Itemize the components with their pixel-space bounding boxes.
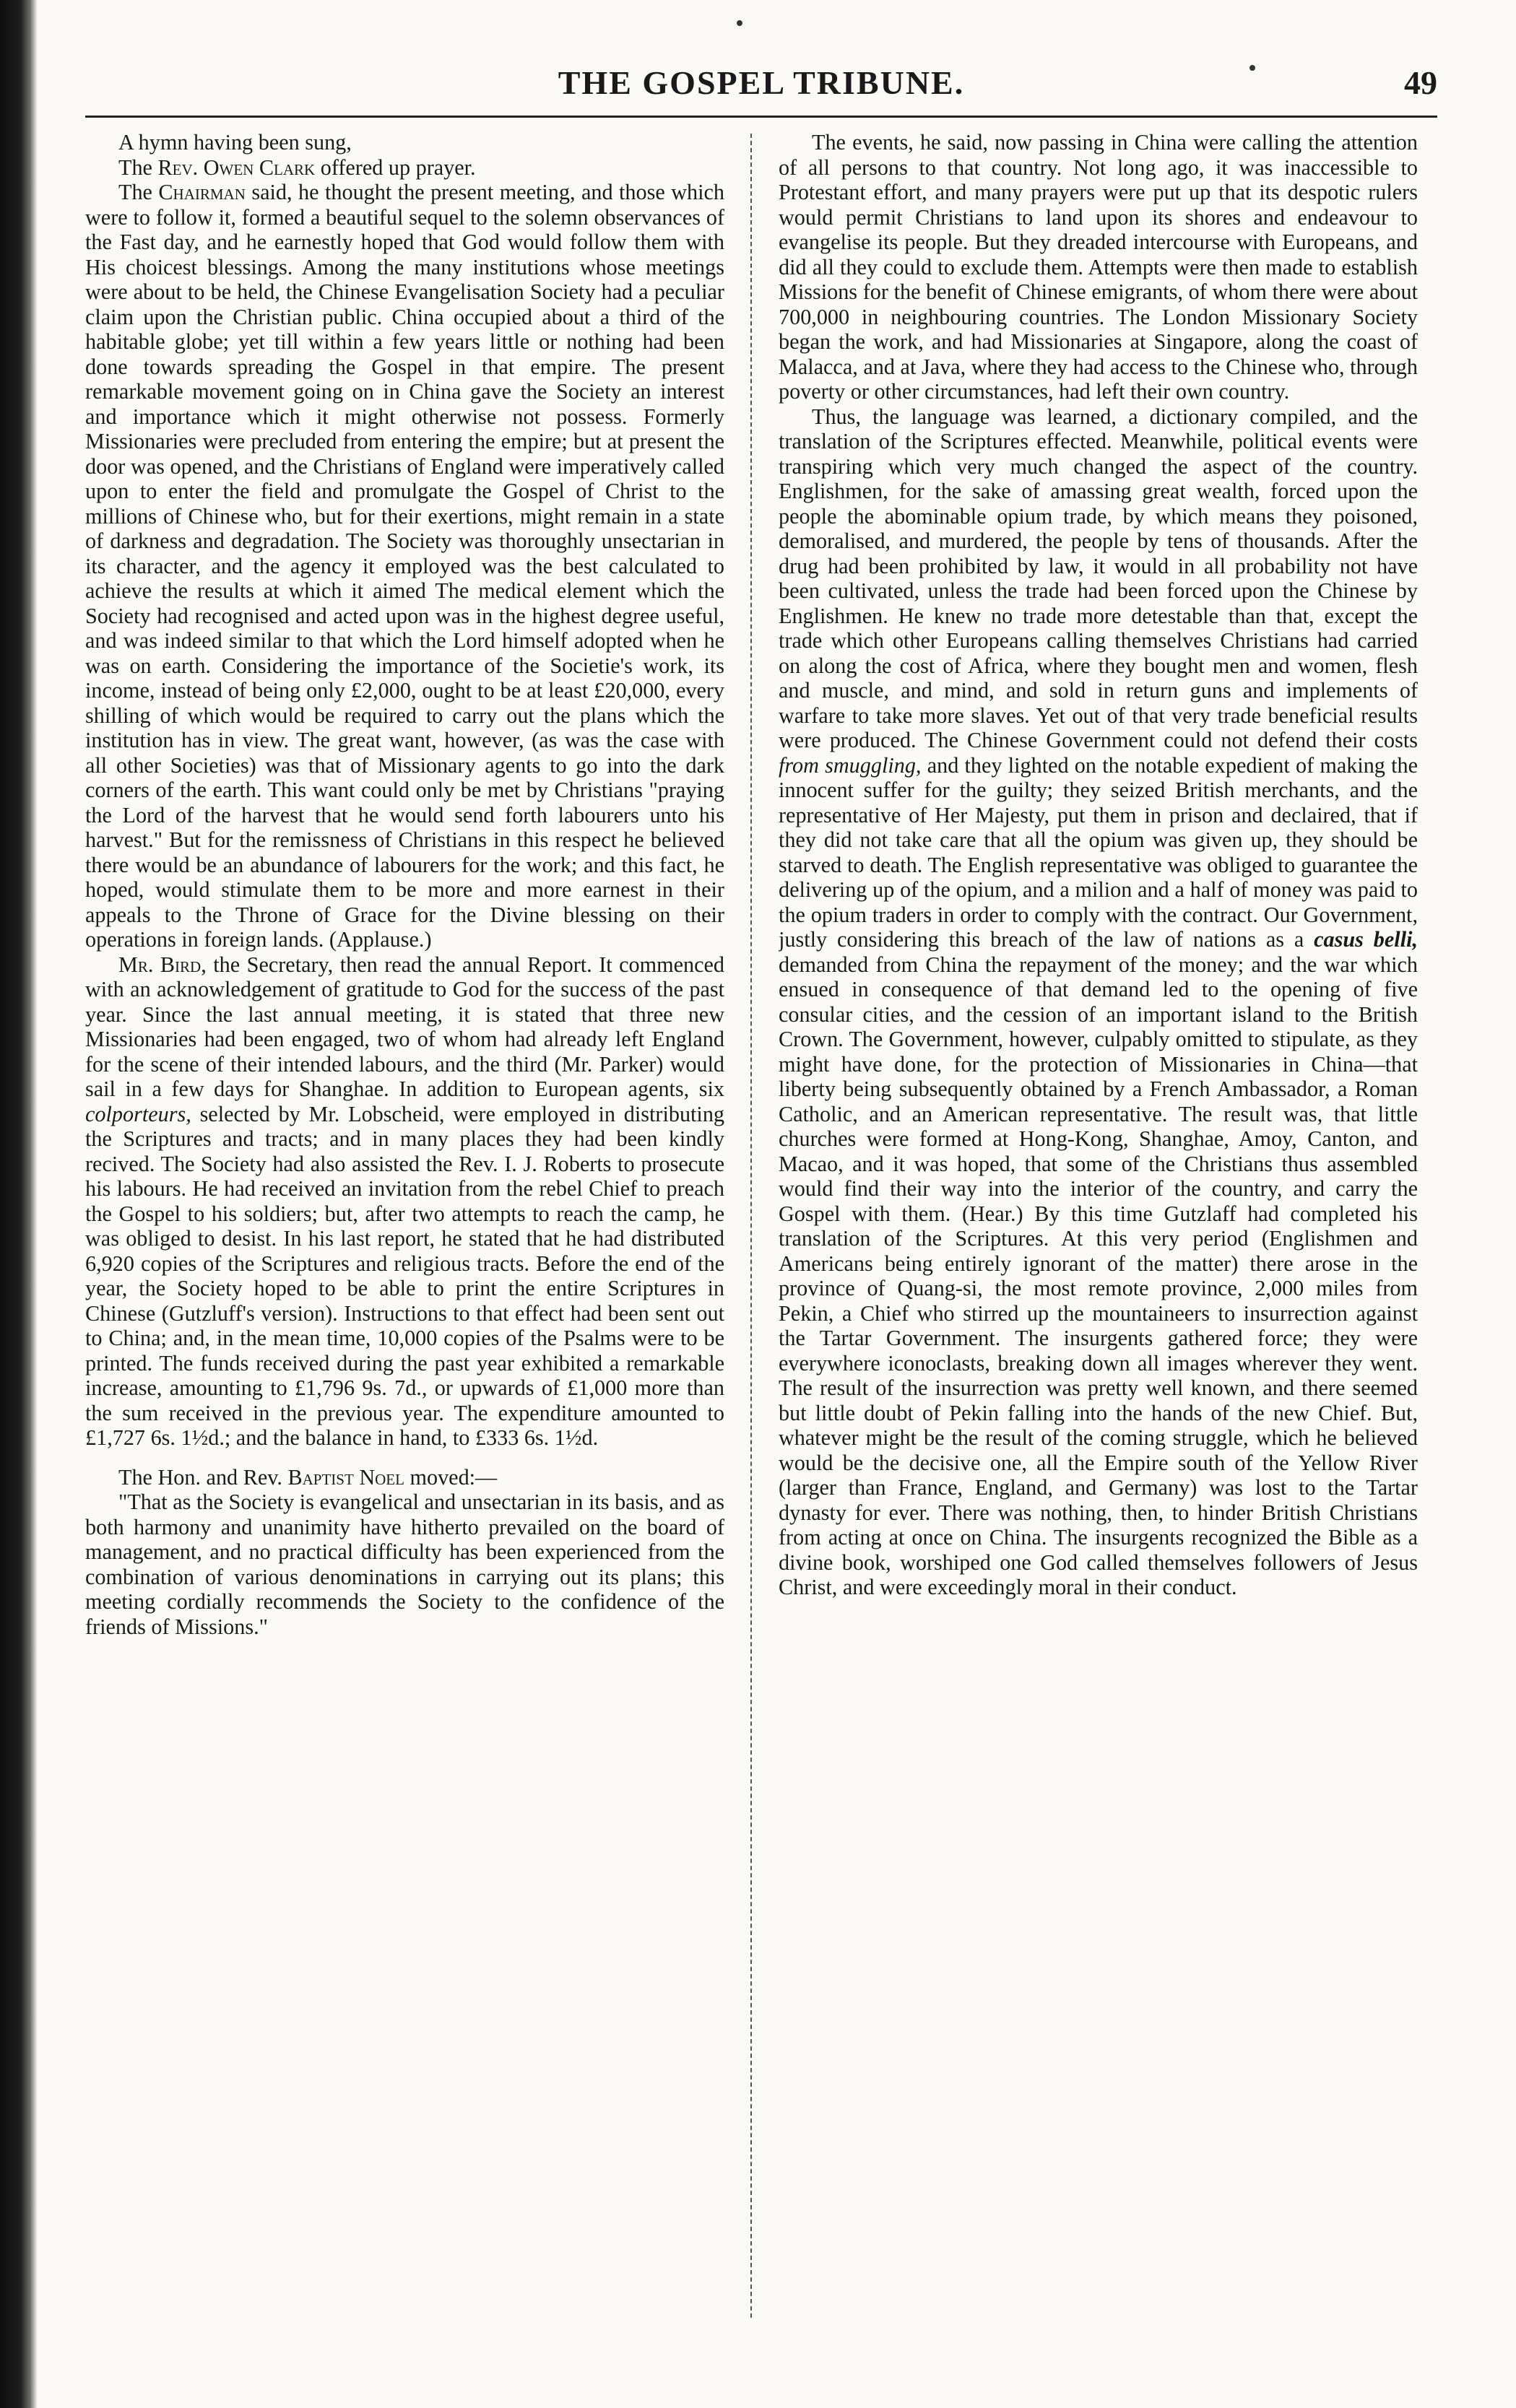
paragraph-text: The Hon. and Rev. bbox=[118, 1464, 282, 1490]
print-speck bbox=[737, 20, 742, 26]
paragraph-text: The bbox=[118, 155, 152, 180]
paragraph-text: The bbox=[118, 180, 152, 204]
right-column bbox=[779, 130, 1418, 2318]
resolution-paragraph bbox=[85, 1490, 724, 1639]
header-rule bbox=[85, 116, 1437, 118]
paragraph-text: The events, he said, now passing in China were calling the attention of all persons to that country. Not long ago, it was inaccessible to Protestant effort, and many prayers were put up that its despotic rulers would permit Christians to land upon its shores and endeavour to evangelise its people. But they dreaded intercourse with Europeans, and did all they could to exclude them. Attempts were then made to establish Missions for the benefit of Chinese emigrants, of whom there were about 700,000 in neighbouring countries. The London Missionary Society began the work, and had Missionaries at Singapore, along the coast of Malacca, and at Java, where they had access to the Chinese who, through poverty or other circumstances, had left their own country. bbox=[779, 130, 1418, 404]
paragraph-text: offered up prayer. bbox=[320, 155, 476, 180]
italic-term: casus belli, bbox=[1314, 927, 1418, 952]
print-speck bbox=[1249, 65, 1255, 71]
paragraph-text: A hymn having been sung, bbox=[118, 130, 352, 155]
speaker-name: Baptist Noel bbox=[287, 1464, 404, 1490]
page-header bbox=[85, 64, 1437, 114]
paragraph bbox=[85, 130, 724, 155]
speaker-name: Rev. Owen Clark bbox=[157, 155, 316, 180]
paragraph bbox=[779, 404, 1418, 1600]
column-divider bbox=[750, 134, 752, 2318]
left-column bbox=[85, 130, 724, 2318]
paragraph-text: demanded from China the repayment of the money; and the war which ensued in consequence of that demand led to the opening of five consular cities, and the cession of an important island to the British Crown. The Government, however, culpably omitted to stipulate, as they might have done, for the protection of Missionaries in China—that liberty being subsequently obtained by a French Ambassador, a Roman Catholic, and an American representative. The result was, that little churches were formed at Hong-Kong, Shanghae, Amoy, Canton, and Macao, and it was hoped, that some of the Christians thus assembled would find their way into the interior of the country, and carry the Gospel with them. (Hear.) By this time Gutzlaff had completed his translation of the Scriptures. At this very period (Englishmen and Americans being entirely ignorant of the matter) there arose in the province of Quang-si, the most remote province, 2,000 miles from Pekin, a Chief who stirred up the mountaineers to insurrection against the Tartar Government. The insurgents gathered force; they were everywhere iconoclasts, breaking down all images wherever they went. The result of the insurrection was pretty well known, and there seemed but little doubt of Pekin falling into the hands of the new Chief. But, whatever might be the result of the coming struggle, which he believed would be the decisive one, all the Empire south of the Yellow River (larger than France, England, and Germany) was lost to the Tartar dynasty for ever. There was nothing, then, to hinder British Christians from acting at once on China. The insurgents recognized the Bible as a divine book, worshiped one God called themselves followers of Jesus Christ, and were exceedingly moral in their conduct. bbox=[779, 952, 1418, 1599]
italic-term: colporteurs, bbox=[85, 1101, 191, 1126]
paragraph-text: said, he thought the present meeting, and those which were to follow it, formed a beautiful sequel to the solemn observances of the Fast day, and he earnestly hoped that God would follow them with His choicest blessings. Among the many institutions whose meetings were about to be held, the Chinese Evangelisation Society had a peculiar claim upon the Christian public. China occupied about a third of the habitable globe; yet till within a few years little or nothing had been done towards spreading the Gospel in that empire. The present remarkable movement going on in China gave the Society an interest and importance which it might otherwise not possess. Formerly Missionaries were precluded from entering the empire; but at present the door was opened, and the Christians of England were imperatively called upon to enter the field and promulgate the Gospel of Christ to the millions of Chinese who, but for their exertions, might remain in a state of darkness and degradation. The Society was thoroughly unsectarian in its character, and the agency it employed was the best calculated to achieve the results at which it aimed The medical element which the Society had recognised and acted upon was in the highest degree useful, and was indeed similar to that which the Lord himself adopted when he was on earth. Considering the importance of the Societie's work, its income, instead of being only £2,000, ought to be at least £20,000, every shilling of which would be required to carry out the plans which the institution has in view. The great want, however, (as was the case with all other Societies) was that of Missionary agents to go into the dark corners of the earth. This want could only be met by Christians "praying the Lord of the harvest that he would send forth labourers unto his harvest." But for the remissness of Christians in this respect he believed there would be an abundance of labourers for the work; and this fact, he hoped, would stimulate them to be more and more earnest in their appeals to the Throne of Grace for the Divine blessing on their operations in foreign lands. (Applause.) bbox=[85, 180, 724, 952]
speaker-name: Chairman bbox=[158, 180, 246, 204]
italic-term: from smuggling, bbox=[779, 752, 922, 778]
paragraph-text: the Secretary, then read the annual Report. It commenced with an acknowledgement of gratitude to God for the success of the past year. Since the last annual meeting, it is stated that three new Missionaries had been engaged, two of whom had already left England for the scene of their intended labours, and the third (Mr. Parker) would sail in a few days for Shanghae. In addition to European agents, six bbox=[85, 952, 724, 1101]
paragraph bbox=[85, 952, 724, 1451]
paragraph bbox=[779, 130, 1418, 404]
binding-edge bbox=[0, 0, 38, 2408]
paragraph bbox=[85, 1465, 724, 1490]
paragraph-text: selected by Mr. Lobscheid, were employed in distributing the Scriptures and tracts; and in many places they had been kindly recived. The Society had also assisted the Rev. I. J. Roberts to prosecute his labours. He had received an invitation from the rebel Chief to preach the Gospel to his soldiers; but, after two attempts to reach the camp, he was obliged to desist. In his last report, he stated that he had distributed 6,920 copies of the Scriptures and religious tracts. Before the end of the year, the Society hoped to be able to print the entire Scriptures in Chinese (Gutzluff's version). Instructions to that effect had been sent out to China; and, in the mean time, 10,000 copies of the Psalms were to be printed. The funds received during the past year exhibited a remarkable increase, amounting to £1,796 9s. 7d., or upwards of £1,000 more than the sum received in the previous year. The expenditure amounted to £1,727 6s. 1½d.; and the balance in hand, to £333 6s. 1½d. bbox=[85, 1101, 724, 1450]
paragraph-text: Thus, the language was learned, a dictionary compiled, and the translation of the Scriptures effected. Meanwhile, political events were transpiring which very much changed the aspect of the country. Englishmen, for the sake of amassing great wealth, forced upon the people the abominable opium trade, by which means they poisoned, demoralised, and murdered, the people by tens of thousands. After the drug had been prohibited by law, it would in all probability not have been cultivated, unless the trade had been forced upon the Chinese by Englishmen. He knew no trade more detestable than that, except the trade which other Europeans calling themselves Christians had carried on along the cost of Africa, where they bought men and women, flesh and muscle, and mind, and sold in return guns and implements of warfare to take more slaves. Yet out of that very trade beneficial results were produced. The Chinese Government could not defend their costs bbox=[779, 404, 1418, 752]
speaker-name: Mr. Bird, bbox=[118, 952, 207, 977]
paragraph bbox=[85, 155, 724, 181]
paragraph bbox=[85, 180, 724, 952]
paragraph-text: moved:— bbox=[410, 1464, 498, 1490]
publication-title: THE GOSPEL TRIBUNE. bbox=[558, 64, 965, 101]
page-number: 49 bbox=[1404, 64, 1437, 101]
paragraph-text: and they lighted on the notable expedient of making the innocent suffer for the guilty; they seized British merchants, and the representative of Her Majesty, put them in prison and declaired, that if they did not take care that all the opium was given up, they should be starved to death. The English representative was obliged to guarantee the delivering up of the opium, and a milion and a half of money was paid to the opium traders in order to comply with the contract. Our Government, justly considering this breach of the law of nations as a bbox=[779, 752, 1418, 952]
paragraph-text: "That as the Society is evangelical and unsectarian in its basis, and as both harmony and unanimity have hitherto prevailed on the board of management, and no practical difficulty has been experienced from the combination of various denominations in carrying out its plans; this meeting cordially recommends the Society to the confidence of the friends of Missions." bbox=[85, 1490, 724, 1639]
